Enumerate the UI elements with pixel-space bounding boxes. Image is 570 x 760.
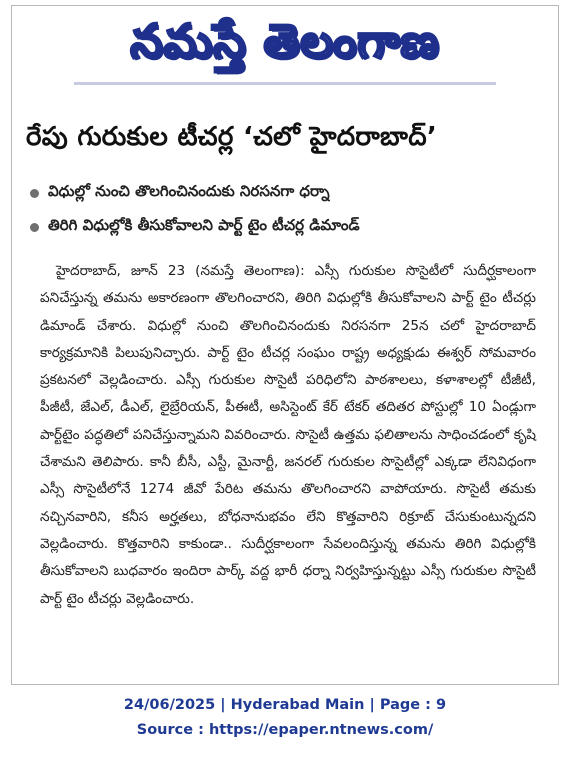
masthead-logo: నమస్తే తెలంగాణ <box>130 14 440 68</box>
article-headline: రేపు గురుకుల టీచర్ల ‘చలో హైదరాబాద్‌’ <box>26 122 438 152</box>
newspaper-clipping <box>11 5 559 685</box>
masthead-divider <box>74 82 496 85</box>
edition-info: 24/06/2025 | Hyderabad Main | Page : 9 <box>123 697 447 713</box>
bullet-icon <box>30 189 39 198</box>
subhead-item <box>30 211 542 243</box>
bullet-icon <box>30 223 39 232</box>
article-subheads <box>30 177 542 245</box>
source-link[interactable]: Source : https://epaper.ntnews.com/ <box>136 722 434 738</box>
article-body: హైదరాబాద్‌, జూన్‌ 23 (నమస్తే తెలంగాణ): ఎస్సీ గురుకుల సొసైటీలో సుదీర్ఘకాలంగా పనిచేస్తున్న తమను అకారణంగా తొలగించారని, తిరిగి విధుల్లోకి తీసుకోవాలని పార్ట్‌ టైం టీచర్లు డిమాండ్‌ చేశారు. విధుల్లో నుంచి తొలగించినందుకు నిరసనగా 25న చలో హైదరాబాద్‌ కార్యక్రమానికి పిలుపునిచ్చారు. పార్ట్‌ టైం టీచర్ల సంఘం రాష్ట్ర అధ్యక్షుడు ఈశ్వర్‌ సోమవారం ప్రకటనలో వెల్లడించారు. ఎస్సీ గురుకుల సొసైటీ పరిధిలోని పాఠశాలలు, కళాశాలల్లో టీజీటీ, పీజీటీ, జేఎల్‌, డీఎల్‌, లైబ్రేరియన్‌, పీఈటీ, అసిస్టెంట్‌ కేర్‌ టేకర్‌ తదితర పోస్టుల్లో 10 ఏండ్లుగా పార్ట్‌టైం పద్ధతిలో పనిచేస్తున్నామని వివరించారు. సొసైటీ ఉత్తమ ఫలితాలను సాధించడంలో కృషి చేశామని తెలిపారు. కానీ బీసీ, ఎస్టీ, మైనార్టీ, జనరల్‌ గురుకుల సొసైటీల్లో ఎక్కడా లేనివిధంగా ఎస్సీ సొసైటీలోనే 1274 జీవో పేరిట తమను తొలగించారని వాపోయారు. సొసైటీ తమకు నచ్చినవారిని, కనీస అర్హతలు, బోధనానుభవం లేని కొత్తవారిని రిక్రూట్‌ చేసుకుంటున్నదని వెల్లడించారు. కొత్తవారిని కాకుండా.. సుదీర్ఘకాలంగా సేవలందిస్తున్న తమను తిరిగి విధుల్లోకి తీసుకోవాలని బుధవారం ఇందిరా పార్క్‌ వద్ద భారీ ధర్నా నిర్వహిస్తున్నట్టు ఎస్సీ గురుకుల సొసైటీ పార్ట్‌ టైం టీచర్లు వెల్లడించారు. <box>40 263 536 607</box>
masthead <box>12 14 558 80</box>
subhead-text: తిరిగి విధుల్లోకి తీసుకోవాలని పార్ట్‌ టైం టీచర్ల డిమాండ్‌ <box>48 216 360 234</box>
subhead-text: విధుల్లో నుంచి తొలగించినందుకు నిరసనగా ధర్నా <box>48 182 330 200</box>
subhead-item <box>30 177 542 209</box>
